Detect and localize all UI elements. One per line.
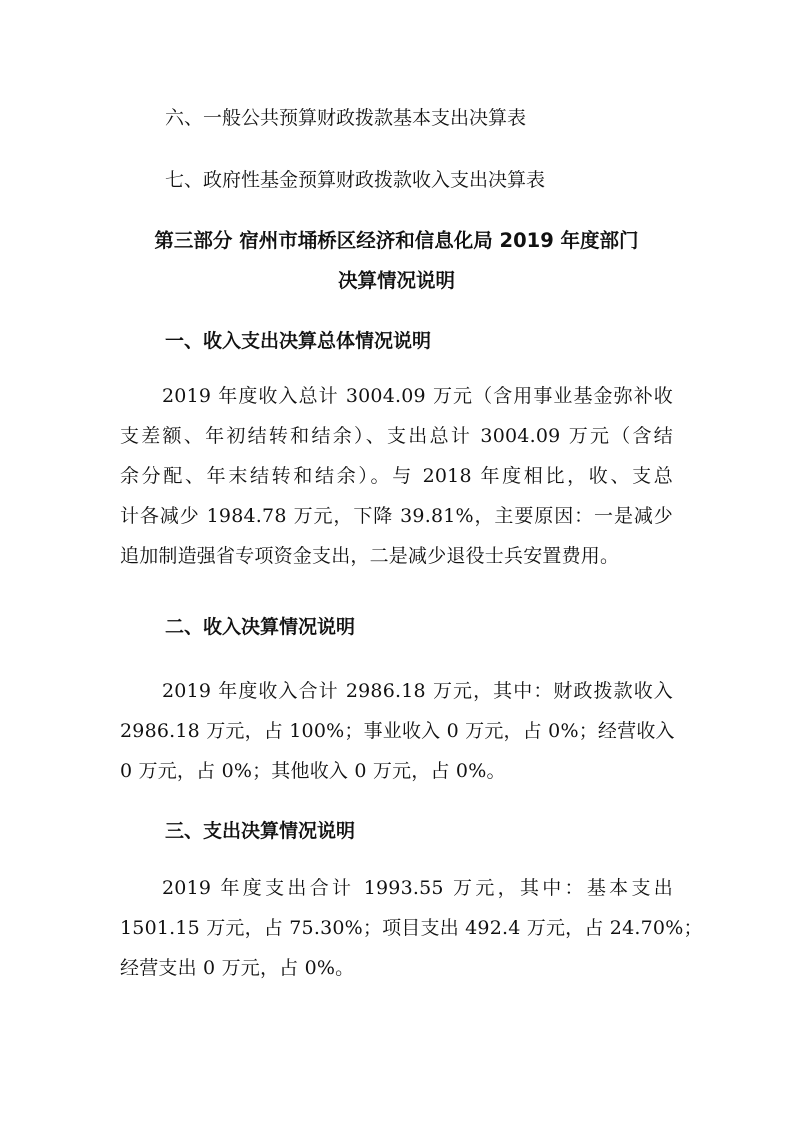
paragraph-line: 0 万元，占 0%；其他收入 0 万元，占 0%。 xyxy=(120,760,506,782)
paragraph-line: 支差额、年初结转和结余）、支出总计 3004.09 万元（含结 xyxy=(120,425,673,447)
paragraph-line: 经营支出 0 万元，占 0%。 xyxy=(120,957,355,979)
section-heading-income-expenditure-overview: 一、收入支出决算总体情况说明 xyxy=(165,330,432,352)
section-paragraph-income xyxy=(120,671,673,791)
paragraph-line: 余分配、年末结转和结余）。与 2018 年度相比，收、支总 xyxy=(120,465,673,487)
section-paragraph-overview xyxy=(120,376,673,576)
paragraph-line: 计各减少 1984.78 万元，下降 39.81%，主要原因：一是减少 xyxy=(120,505,673,527)
paragraph-line: 1501.15 万元，占 75.30%；项目支出 492.4 万元，占 24.70%； xyxy=(120,917,703,939)
section-paragraph-expenditure xyxy=(120,868,703,988)
section-heading-income: 二、收入决算情况说明 xyxy=(165,616,356,638)
paragraph-line: 追加制造强省专项资金支出，二是减少退役士兵安置费用。 xyxy=(120,545,620,567)
part-three-title: 第三部分 宿州市埇桥区经济和信息化局 2019 年度部门 xyxy=(154,229,639,252)
list-item-six: 六、一般公共预算财政拨款基本支出决算表 xyxy=(165,107,527,129)
paragraph-line: 2019 年度收入总计 3004.09 万元（含用事业基金弥补收 xyxy=(162,385,673,407)
paragraph-line: 2019 年度支出合计 1993.55 万元，其中：基本支出 xyxy=(162,877,673,899)
paragraph-line: 2019 年度收入合计 2986.18 万元，其中：财政拨款收入 xyxy=(162,680,673,702)
part-three-title-continued: 决算情况说明 xyxy=(337,269,455,292)
section-heading-expenditure: 三、支出决算情况说明 xyxy=(165,820,356,842)
list-item-seven: 七、政府性基金预算财政拨款收入支出决算表 xyxy=(165,169,546,191)
paragraph-line: 2986.18 万元，占 100%；事业收入 0 万元，占 0%；经营收入 xyxy=(120,720,675,742)
